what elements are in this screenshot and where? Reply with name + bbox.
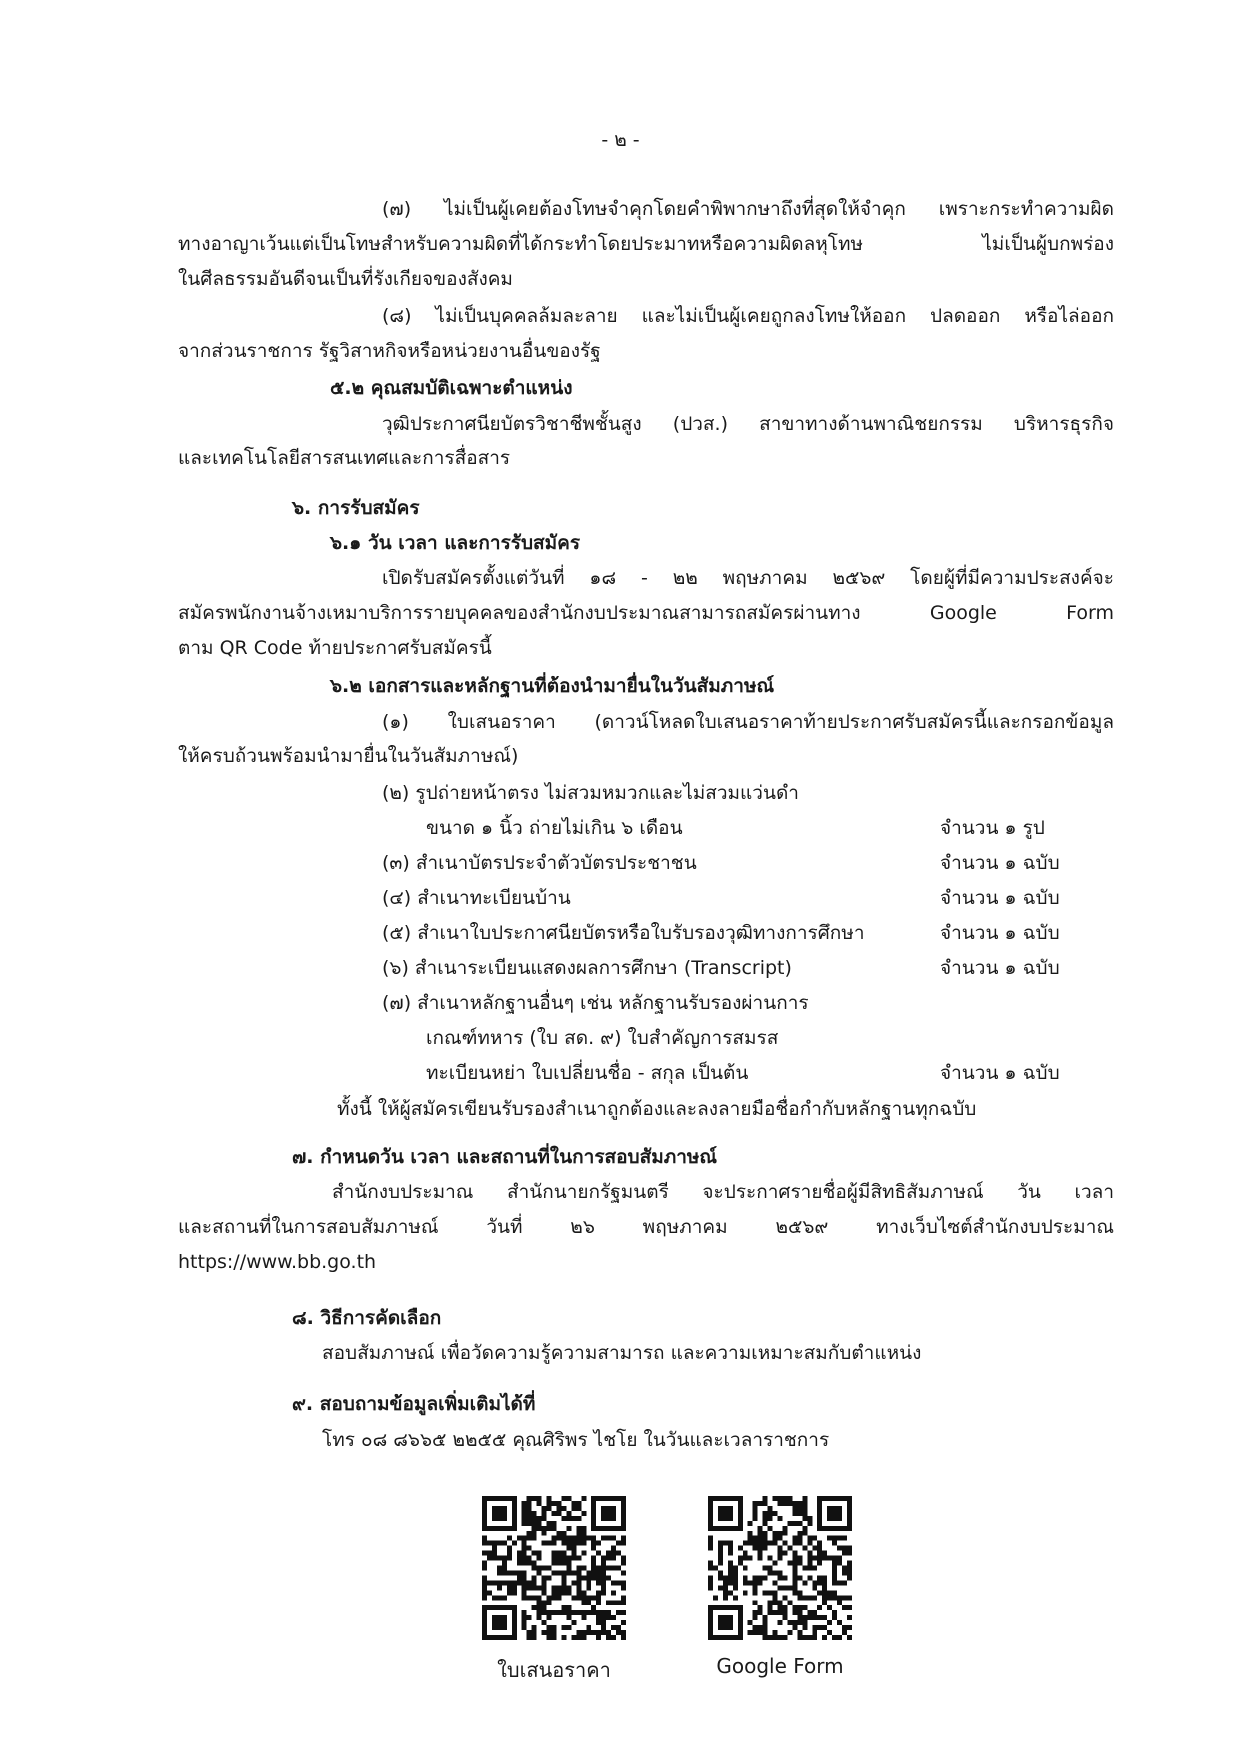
qualification-7-line-3: ในศีลธรรมอันดีจนเป็นที่รังเกียจของสังคม xyxy=(178,268,513,290)
section-8-heading: ๘. วิธีการคัดเลือก xyxy=(292,1307,442,1329)
document-5: (๕) สำเนาใบประกาศนียบัตรหรือใบรับรองวุฒิทางการศึกษา xyxy=(382,922,865,944)
qr-caption-quotation: ใบเสนอราคา xyxy=(497,1658,611,1682)
qr-caption-google-form: Google Form xyxy=(716,1654,844,1678)
section-8-line-1: สอบสัมภาษณ์ เพื่อวัดความรู้ความสามารถ และความเหมาะสมกับตำแหน่ง xyxy=(322,1342,922,1364)
qualification-7-line-2: ทางอาญาเว้นแต่เป็นโทษสำหรับความผิดที่ได้กระทำโดยประมาทหรือความผิดลหุโทษ ไม่เป็นผู้บกพร่อง xyxy=(178,233,1114,255)
section-5-2-line-2: และเทคโนโลยีสารสนเทศและการสื่อสาร xyxy=(178,447,511,469)
section-9-line-1: โทร ๐๘ ๘๖๖๕ ๒๒๕๕ คุณศิริพร ไชโย ในวันและเวลาราชการ xyxy=(322,1429,830,1451)
section-7-line-1: สำนักงบประมาณ สำนักนายกรัฐมนตรี จะประกาศรายชื่อผู้มีสิทธิสัมภาษณ์ วัน เวลา xyxy=(332,1181,1114,1203)
document-4-amount: จำนวน ๑ ฉบับ xyxy=(940,887,1060,909)
document-4: (๔) สำเนาทะเบียนบ้าน xyxy=(382,887,571,909)
qualification-7-line-1: (๗) ไม่เป็นผู้เคยต้องโทษจำคุกโดยคำพิพากษาถึงที่สุดให้จำคุก เพราะกระทำความผิด xyxy=(382,198,1114,220)
document-2-line-2: ขนาด ๑ นิ้ว ถ่ายไม่เกิน ๖ เดือน xyxy=(426,817,683,839)
document-2-amount: จำนวน ๑ รูป xyxy=(940,817,1045,839)
document-1-line-1: (๑) ใบเสนอราคา (ดาวน์โหลดใบเสนอราคาท้ายประกาศรับสมัครนี้และกรอกข้อมูล xyxy=(382,711,1114,733)
document-7-line-2: เกณฑ์ทหาร (ใบ สด. ๙) ใบสำคัญการสมรส xyxy=(426,1027,779,1049)
section-6-heading: ๖. การรับสมัคร xyxy=(292,497,420,519)
page-number: - ๒ - xyxy=(601,129,640,151)
qualification-8-line-2: จากส่วนราชการ รัฐวิสาหกิจหรือหน่วยงานอื่นของรัฐ xyxy=(178,340,601,362)
section-7-heading: ๗. กำหนดวัน เวลา และสถานที่ในการสอบสัมภาษณ์ xyxy=(292,1146,718,1168)
document-6-amount: จำนวน ๑ ฉบับ xyxy=(940,957,1060,979)
section-5-2-line-1: วุฒิประกาศนียบัตรวิชาชีพชั้นสูง (ปวส.) สาขาทางด้านพาณิชยกรรม บริหารธุรกิจ xyxy=(382,413,1114,435)
document-7-line-1: (๗) สำเนาหลักฐานอื่นๆ เช่น หลักฐานรับรองผ่านการ xyxy=(382,992,809,1014)
document-7-line-3: ทะเบียนหย่า ใบเปลี่ยนชื่อ - สกุล เป็นต้น xyxy=(426,1062,749,1084)
section-6-1-heading: ๖.๑ วัน เวลา และการรับสมัคร xyxy=(330,532,581,554)
document-1-line-2: ให้ครบถ้วนพร้อมนำมายื่นในวันสัมภาษณ์) xyxy=(178,745,519,767)
section-7-website: https://www.bb.go.th xyxy=(178,1251,377,1273)
section-5-2-heading: ๕.๒ คุณสมบัติเฉพาะตำแหน่ง xyxy=(330,377,573,399)
qualification-8-line-1: (๘) ไม่เป็นบุคคลล้มละลาย และไม่เป็นผู้เคยถูกลงโทษให้ออก ปลดออก หรือไล่ออก xyxy=(382,305,1114,327)
section-6-1-line-2: สมัครพนักงานจ้างเหมาบริการรายบุคคลของสำนักงบประมาณสามารถสมัครผ่านทาง Google Form xyxy=(178,602,1114,624)
qr-code-icon[interactable] xyxy=(482,1496,626,1640)
document-2-line-1: (๒) รูปถ่ายหน้าตรง ไม่สวมหมวกและไม่สวมแว่นดำ xyxy=(382,782,799,804)
document-3: (๓) สำเนาบัตรประจำตัวบัตรประชาชน xyxy=(382,852,697,874)
document-5-amount: จำนวน ๑ ฉบับ xyxy=(940,922,1060,944)
qr-code-icon[interactable] xyxy=(708,1496,852,1640)
section-6-1-line-3: ตาม QR Code ท้ายประกาศรับสมัครนี้ xyxy=(178,637,492,659)
document-7-amount: จำนวน ๑ ฉบับ xyxy=(940,1062,1060,1084)
document-3-amount: จำนวน ๑ ฉบับ xyxy=(940,852,1060,874)
section-7-line-2: และสถานที่ในการสอบสัมภาษณ์ วันที่ ๒๖ พฤษภาคม ๒๕๖๙ ทางเว็บไซต์สำนักงบประมาณ xyxy=(178,1216,1114,1238)
section-6-1-line-1: เปิดรับสมัครตั้งแต่วันที่ ๑๘ - ๒๒ พฤษภาคม ๒๕๖๙ โดยผู้ที่มีความประสงค์จะ xyxy=(382,567,1114,589)
section-9-heading: ๙. สอบถามข้อมูลเพิ่มเติมได้ที่ xyxy=(292,1393,536,1415)
section-6-2-heading: ๖.๒ เอกสารและหลักฐานที่ต้องนำมายื่นในวันสัมภาษณ์ xyxy=(330,675,775,697)
documents-note: ทั้งนี้ ให้ผู้สมัครเขียนรับรองสำเนาถูกต้องและลงลายมือชื่อกำกับหลักฐานทุกฉบับ xyxy=(337,1098,977,1120)
document-6: (๖) สำเนาระเบียนแสดงผลการศึกษา (Transcript) xyxy=(382,957,792,979)
